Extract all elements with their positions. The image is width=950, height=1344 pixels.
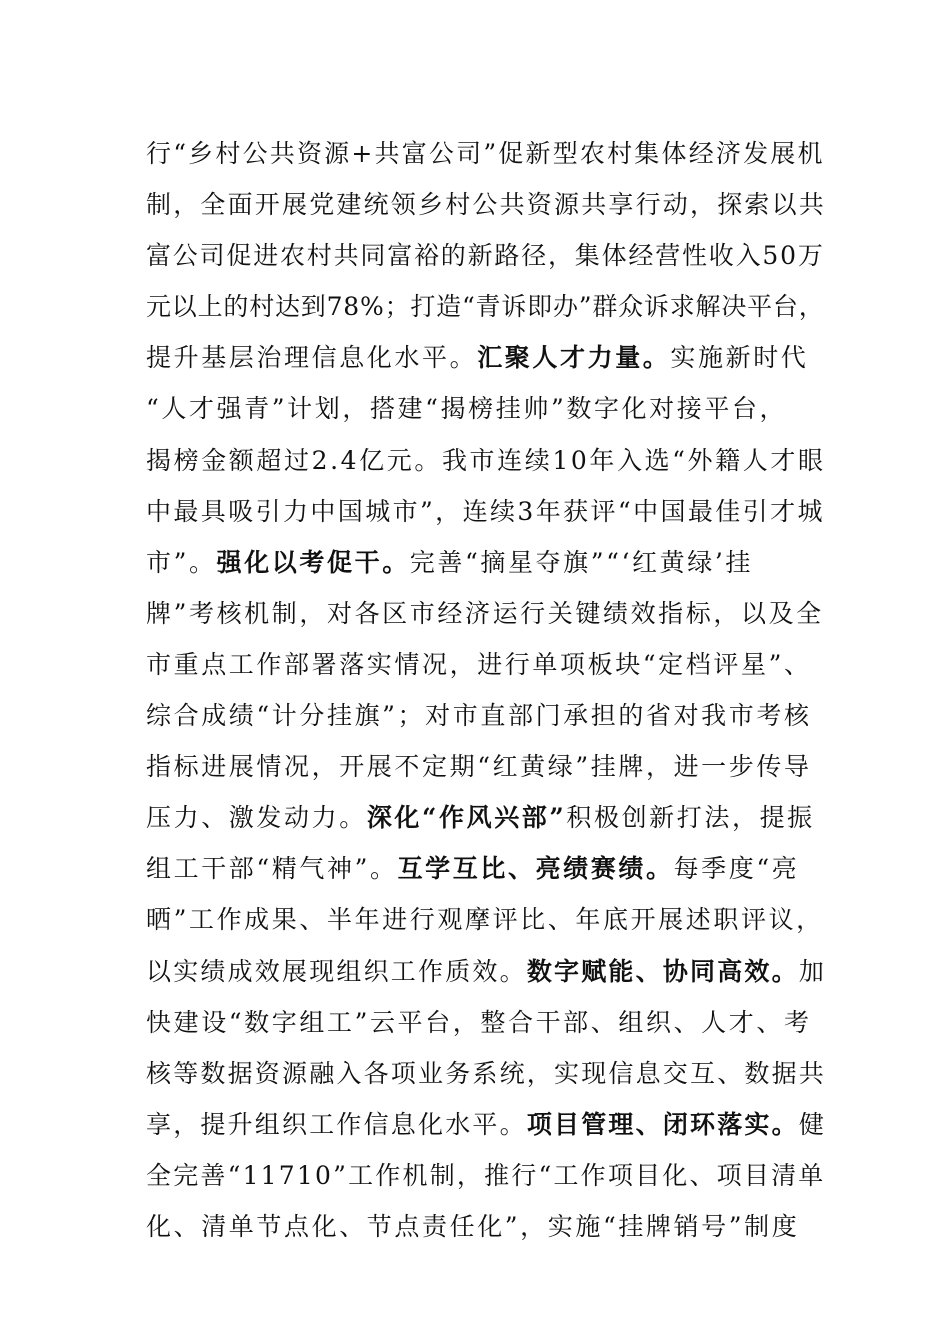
text-line [146,230,826,281]
text-segment: 全完善“11710”工作机制，推行“工作项目化、项目清单 [146,1160,826,1190]
bold-heading-phrase: 数字赋能、协同高效。 [526,956,799,986]
text-line [146,741,826,792]
text-segment: 中最具吸引力中国城市”，连续3年获评“中国最佳引才城 [146,496,825,526]
text-segment: 综合成绩“计分挂旗”；对市直部门承担的省对我市考核 [146,701,812,731]
text-segment: “人才强青”计划，搭建“揭榜挂帅”数字化对接平台， [146,394,788,424]
text-line [146,179,826,230]
bold-heading-phrase: 强化以考促干。 [216,547,410,577]
body-text [146,128,826,1252]
text-segment: 完善“摘星夺旗”“‘红黄绿’挂 [409,547,754,577]
text-line [146,486,826,537]
text-segment: 组工干部“精气神”。 [146,854,398,884]
bold-heading-phrase: 深化“作风兴部” [366,803,567,833]
text-segment: 元以上的村达到78%；打造“青诉即办”群众诉求解决平台， [146,292,825,322]
text-segment: 制，全面开展党建统领乡村公共资源共享行动，探索以共 [146,190,827,220]
text-line [146,997,826,1048]
text-segment: 行“乡村公共资源+共富公司”促新型农村集体经济发展机 [146,139,825,168]
text-line [146,383,826,434]
text-line [146,1201,826,1252]
text-segment: 牌”考核机制，对各区市经济运行关键绩效指标，以及全 [146,598,824,628]
text-segment: 市重点工作部署落实情况，进行单项板块“定档评星”、 [146,649,812,679]
text-line [146,537,826,588]
text-line [146,690,826,741]
text-segment: 积极创新打法，提振 [566,803,815,833]
text-segment: 富公司促进农村共同富裕的新路径，集体经营性收入50万 [146,241,825,271]
text-line [146,894,826,945]
text-line [146,1048,826,1099]
text-segment: 提升基层治理信息化水平。 [146,343,478,373]
text-segment: 享，提升组织工作信息化水平。 [146,1109,527,1139]
text-line [146,1099,826,1150]
text-segment: 指标进展情况，开展不定期“红黄绿”挂牌，进一步传导 [146,752,812,782]
bold-heading-phrase: 互学互比、亮绩赛绩。 [397,854,674,884]
text-line [146,946,826,997]
text-segment: 快建设“数字组工”云平台，整合干部、组织、人才、考 [146,1007,812,1037]
text-segment: 每季度“亮 [673,854,800,884]
text-segment: 压力、激发动力。 [146,803,367,833]
text-segment: 晒”工作成果、半年进行观摩评比、年底开展述职评议， [146,905,824,935]
text-line [146,1150,826,1201]
text-segment: 健 [798,1109,827,1139]
text-segment: 加 [798,956,827,986]
text-line [146,281,826,332]
bold-heading-phrase: 汇聚人才力量。 [477,343,671,373]
text-segment: 化、清单节点化、节点责任化”，实施“挂牌销号”制度 [146,1211,800,1241]
text-line [146,435,826,486]
text-line [146,639,826,690]
text-line [146,843,826,894]
text-segment: 揭榜金额超过2.4亿元。我市连续10年入选“外籍人才眼 [146,445,826,475]
text-line [146,128,826,179]
text-line [146,792,826,843]
text-line [146,588,826,639]
text-segment: 市”。 [146,547,217,577]
text-segment: 实施新时代 [670,343,809,373]
text-segment: 以实绩成效展现组织工作质效。 [146,956,527,986]
text-line [146,332,826,383]
text-segment: 核等数据资源融入各项业务系统，实现信息交互、数据共 [146,1058,827,1088]
bold-heading-phrase: 项目管理、闭环落实。 [526,1109,799,1139]
